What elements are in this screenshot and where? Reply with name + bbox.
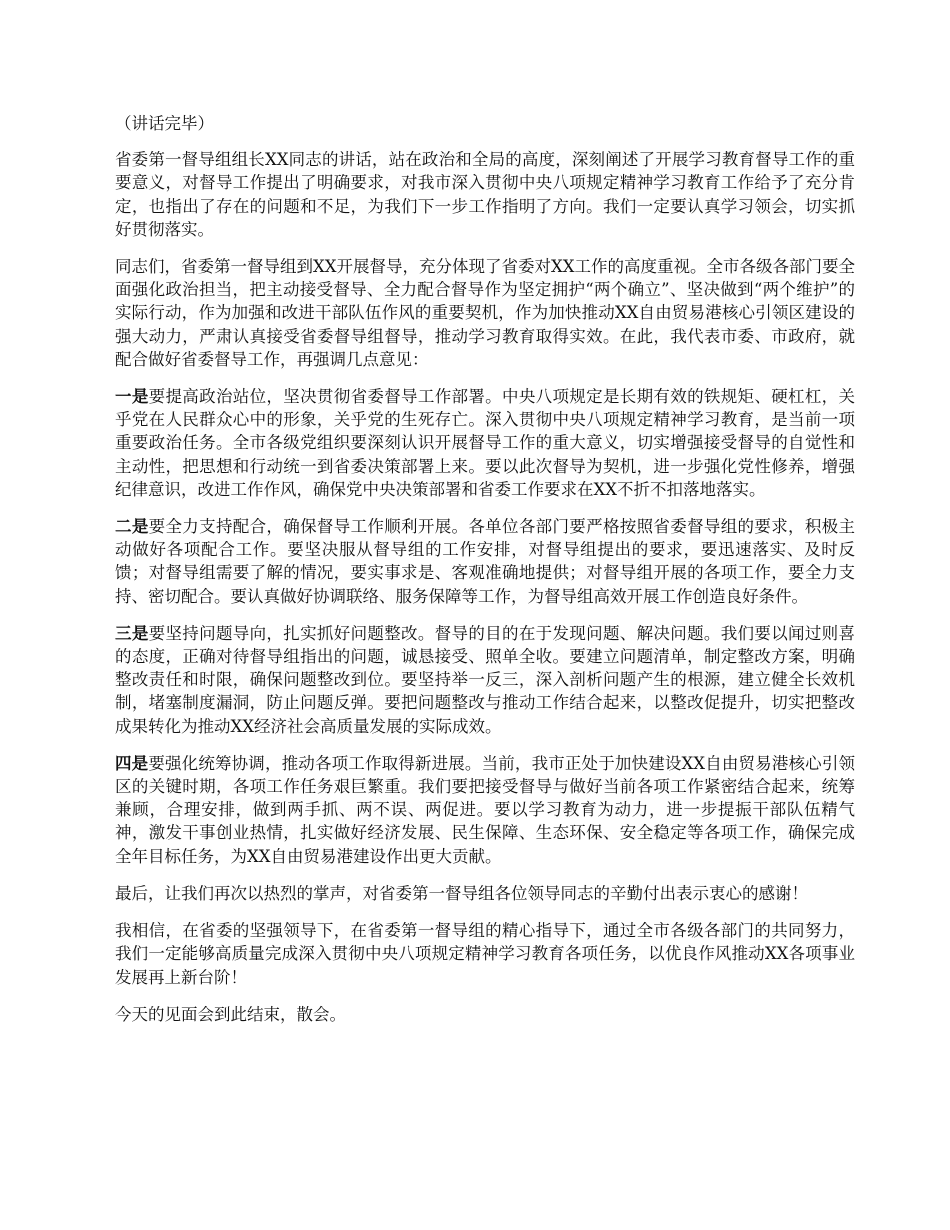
paragraph-point-one xyxy=(115,385,855,501)
paragraph-thanks xyxy=(115,882,855,905)
paragraph-point-three xyxy=(115,622,855,738)
paragraph-text: 要提高政治站位，坚决贯彻省委督导工作部署。中央八项规定是长期有效的铁规矩、硬杠杠，关乎党在人民群众心中的形象，关乎党的生死存亡。深入贯彻中央八项规定精神学习教育，是当前一项重要政治任务。全市各级党组织要深刻认识开展督导工作的重大意义，切实增强接受督导的自觉性和主动性，把思想和行动统一到省委决策部署上来。要以此次督导为契机，进一步强化党性修养，增强纪律意识，改进工作作风，确保党中央决策部署和省委工作要求在XX不折不扣落地落实。 xyxy=(115,387,856,499)
paragraph-text: 今天的见面会到此结束，散会。 xyxy=(115,1004,346,1024)
paragraph-text: 要坚持问题导向，扎实抓好问题整改。督导的目的在于发现问题、解决问题。我们要以闻过则喜的态度，正确对待督导组指出的问题，诚恳接受、照单全收。要建立问题清单，制定整改方案，明确整改责任和时限，确保问题整改到位。要坚持举一反三，深入剖析问题产生的根源，建立健全长效机制，堵塞制度漏洞，防止问题反弹。要把问题整改与推动工作结合起来，以整改促提升，切实把整改成果转化为推动XX经济社会高质量发展的实际成效。 xyxy=(115,623,856,736)
point-lead: 四是 xyxy=(115,753,149,773)
paragraph-text: 同志们，省委第一督导组到XX开展督导，充分体现了省委对XX工作的高度重视。全市各级各部门要全面强化政治担当，把主动接受督导、全力配合督导作为坚定拥护“两个确立”、坚决做到“两个维护”的实际行动，作为加强和改进干部队伍作风的重要契机，作为加快推动XX自由贸易港核心引领区建设的强大动力，严肃认真接受省委督导组督导，推动学习教育取得实效。在此，我代表市委、市政府，就配合做好省委督导工作，再强调几点意见： xyxy=(115,257,855,369)
paragraph-comment-on-speech xyxy=(115,148,855,241)
paragraph-text: 要全力支持配合，确保督导工作顺利开展。各单位各部门要严格按照省委督导组的要求，积极主动做好各项配合工作。要坚决服从督导组的工作安排，对督导组提出的要求，要迅速落实、及时反馈；对督导组需要了解的情况，要实事求是、客观准确地提供；对督导组开展的各项工作，要全力支持、密切配合。要认真做好协调联络、服务保障等工作，为督导组高效开展工作创造良好条件。 xyxy=(115,517,856,606)
paragraph-text: 我相信，在省委的坚强领导下，在省委第一督导组的精心指导下，通过全市各级各部门的共同努力，我们一定能够高质量完成深入贯彻中央八项规定精神学习教育各项任务，以优良作风推动XX各项事业发展再上新台阶！ xyxy=(115,921,855,987)
point-lead: 二是 xyxy=(115,517,149,537)
paragraph-point-two xyxy=(115,515,855,608)
document-body xyxy=(115,112,855,1040)
speech-end-note: （讲话完毕） xyxy=(115,114,214,133)
point-lead: 一是 xyxy=(115,387,149,407)
paragraph-meeting-end xyxy=(115,1003,855,1026)
paragraph-confidence xyxy=(115,919,855,989)
paragraph-text: 省委第一督导组组长XX同志的讲话，站在政治和全局的高度，深刻阐述了开展学习教育督导工作的重要意义，对督导工作提出了明确要求，对我市深入贯彻中央八项规定精神学习教育工作给予了充分肯定，也指出了存在的问题和不足，为我们下一步工作指明了方向。我们一定要认真学习领会，切实抓好贯彻落实。 xyxy=(115,150,855,239)
paragraph-text: 要强化统筹协调，推动各项工作取得新进展。当前，我市正处于加快建设XX自由贸易港核心引领区的关键时期，各项工作任务艰巨繁重。我们要把接受督导与做好当前各项工作紧密结合起来，统筹兼顾，合理安排，做到两手抓、两不误、两促进。要以学习教育为动力，进一步提振干部队伍精气神，激发干事创业热情，扎实做好经济发展、民生保障、生态环保、安全稳定等各项工作，确保完成全年目标任务，为XX自由贸易港建设作出更大贡献。 xyxy=(115,753,855,866)
paragraph-text: 最后，让我们再次以热烈的掌声，对省委第一督导组各位领导同志的辛勤付出表示衷心的感谢！ xyxy=(115,883,808,903)
paragraph-importance xyxy=(115,255,855,371)
point-lead: 三是 xyxy=(115,623,149,643)
paragraph-point-four xyxy=(115,752,855,868)
